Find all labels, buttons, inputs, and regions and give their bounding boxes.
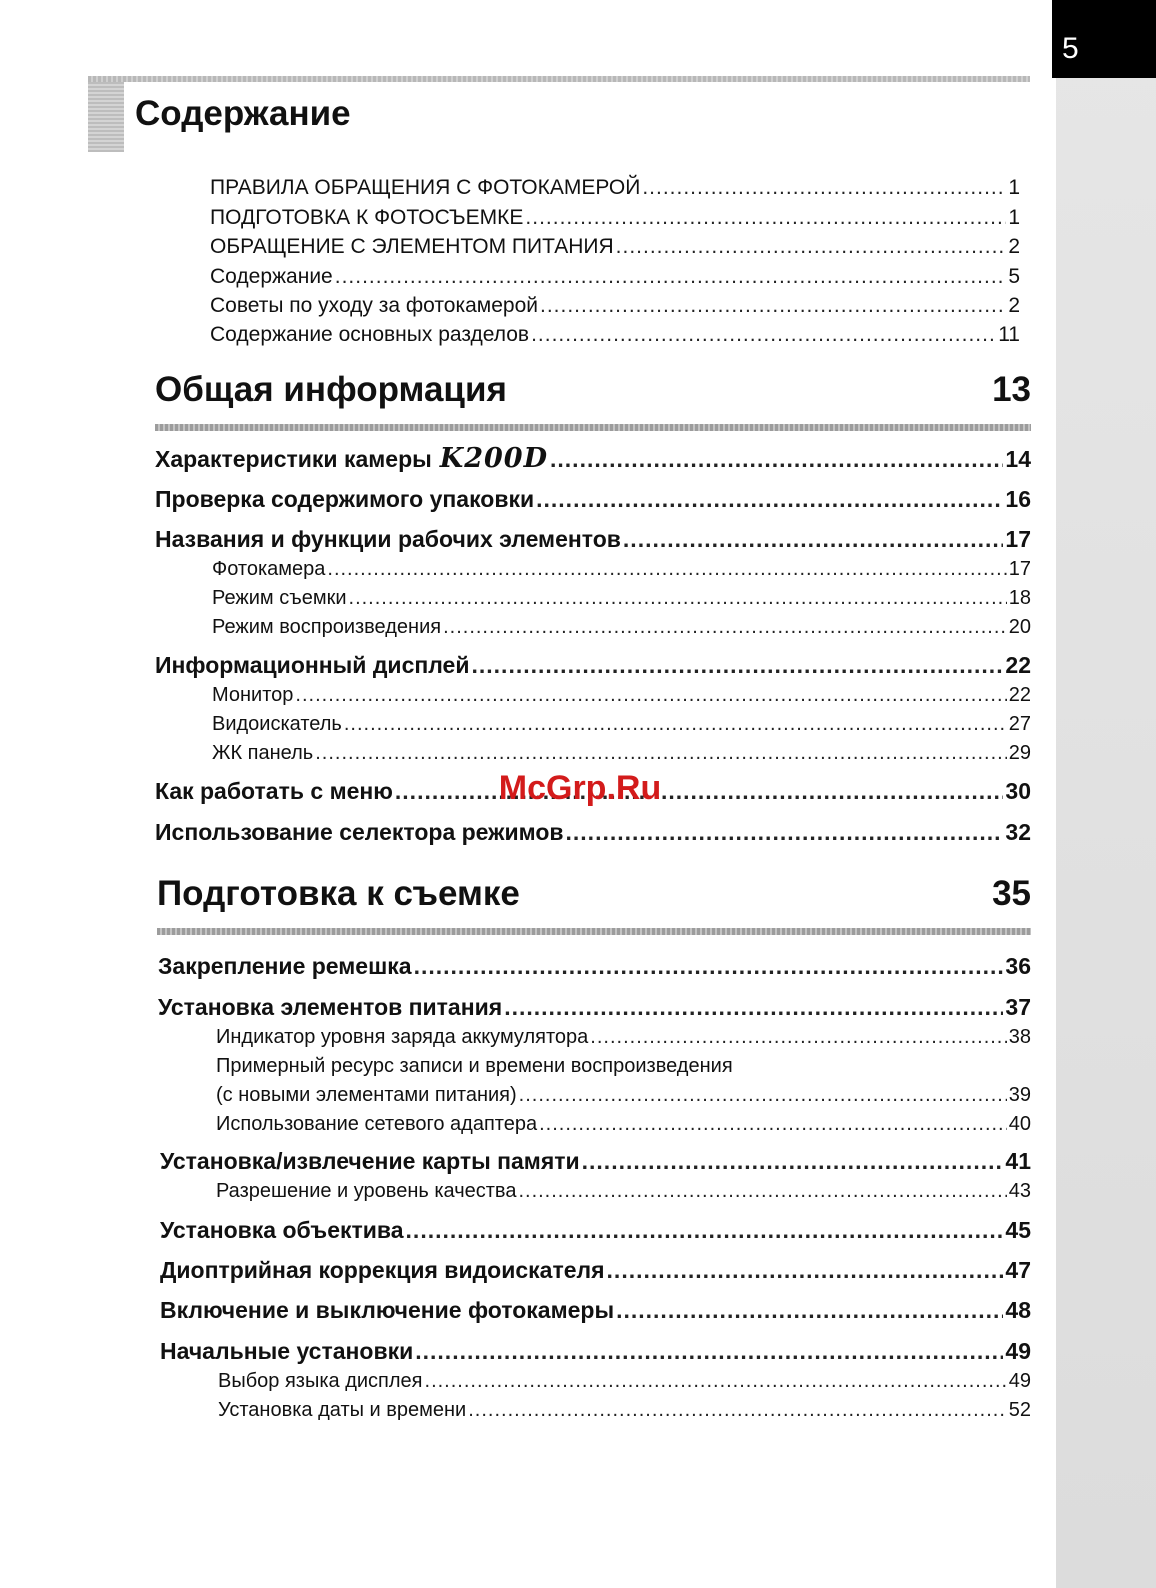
toc-subentry[interactable]: Использование сетевого адаптера ..... 40 bbox=[216, 1110, 1031, 1138]
toc-entry[interactable]: Содержание основных разделов ..... 11 bbox=[210, 321, 1020, 349]
toc-subentry[interactable]: ЖК панель ..... 29 bbox=[212, 739, 1031, 767]
k200d-logo: K200D bbox=[439, 444, 549, 474]
toc-subentry[interactable]: Видоискатель ..... 27 bbox=[212, 710, 1031, 738]
toc-entry[interactable]: Включение и выключение фотокамеры ..... 48 bbox=[160, 1295, 1031, 1325]
page-number: 5 bbox=[1062, 32, 1079, 65]
toc-entry[interactable]: Начальные установки ..... 49 bbox=[160, 1336, 1031, 1366]
section-heading bbox=[157, 874, 1031, 918]
toc-entry[interactable]: Характеристики камеры K200D ..... 14 bbox=[155, 444, 1031, 474]
toc-subentry[interactable]: Индикатор уровня заряда аккумулятора ..... 38 bbox=[216, 1023, 1031, 1051]
toc-entry[interactable]: Названия и функции рабочих элементов ..... 17 bbox=[155, 524, 1031, 554]
title-decor-mark bbox=[88, 82, 124, 152]
toc-entry[interactable]: Закрепление ремешка ..... 36 bbox=[158, 951, 1031, 981]
section-page: 13 bbox=[992, 370, 1031, 409]
toc-entry[interactable]: Установка элементов питания ..... 37 bbox=[158, 992, 1031, 1022]
section-rule bbox=[155, 424, 1031, 431]
toc-entry[interactable]: Советы по уходу за фотокамерой ..... 2 bbox=[210, 292, 1020, 320]
toc-subentry[interactable]: Выбор языка дисплея ..... 49 bbox=[218, 1367, 1031, 1395]
toc-subentry[interactable]: Режим воспроизведения ..... 20 bbox=[212, 613, 1031, 641]
toc-subentry[interactable]: Режим съемки ..... 18 bbox=[212, 584, 1031, 612]
section-page: 35 bbox=[992, 874, 1031, 913]
section-rule bbox=[157, 928, 1031, 935]
toc-entry[interactable]: Как работать с меню ..... 30 bbox=[155, 776, 1031, 806]
section-title: Подготовка к съемке bbox=[157, 874, 520, 913]
title-decor-bar bbox=[88, 76, 1030, 82]
toc-subentry-line[interactable]: Примерный ресурс записи и времени воспроизведения bbox=[216, 1055, 733, 1077]
toc-entry[interactable]: ПРАВИЛА ОБРАЩЕНИЯ С ФОТОКАМЕРОЙ ..... 1 bbox=[210, 174, 1020, 202]
toc-entry[interactable]: Информационный дисплей ..... 22 bbox=[155, 650, 1031, 680]
toc-entry[interactable]: Установка/извлечение карты памяти ..... 41 bbox=[160, 1146, 1031, 1176]
toc-entry[interactable]: Содержание ..... 5 bbox=[210, 263, 1020, 291]
section-title: Общая информация bbox=[155, 370, 507, 409]
toc-subentry[interactable]: (с новыми элементами питания) ..... 39 bbox=[216, 1081, 1031, 1109]
toc-entry[interactable]: ОБРАЩЕНИЕ С ЭЛЕМЕНТОМ ПИТАНИЯ ..... 2 bbox=[210, 233, 1020, 261]
toc-subentry[interactable]: Установка даты и времени ..... 52 bbox=[218, 1396, 1031, 1424]
toc-entry[interactable]: Диоптрийная коррекция видоискателя ..... 47 bbox=[160, 1255, 1031, 1285]
page-title: Содержание bbox=[135, 94, 351, 133]
toc-subentry[interactable]: Фотокамера ..... 17 bbox=[212, 555, 1031, 583]
page-side-strip bbox=[1056, 0, 1156, 1588]
toc-subentry[interactable]: Монитор ..... 22 bbox=[212, 681, 1031, 709]
toc-entry[interactable]: Проверка содержимого упаковки ..... 16 bbox=[155, 484, 1031, 514]
toc-subentry[interactable]: Разрешение и уровень качества ..... 43 bbox=[216, 1177, 1031, 1205]
toc-entry[interactable]: ПОДГОТОВКА К ФОТОСЪЕМКЕ ..... 1 bbox=[210, 204, 1020, 232]
site-watermark: McGrp.Ru bbox=[498, 769, 662, 807]
toc-entry[interactable]: Установка объектива ..... 45 bbox=[160, 1215, 1031, 1245]
section-heading bbox=[155, 370, 1031, 414]
toc-entry[interactable]: Использование селектора режимов ..... 32 bbox=[155, 817, 1031, 847]
